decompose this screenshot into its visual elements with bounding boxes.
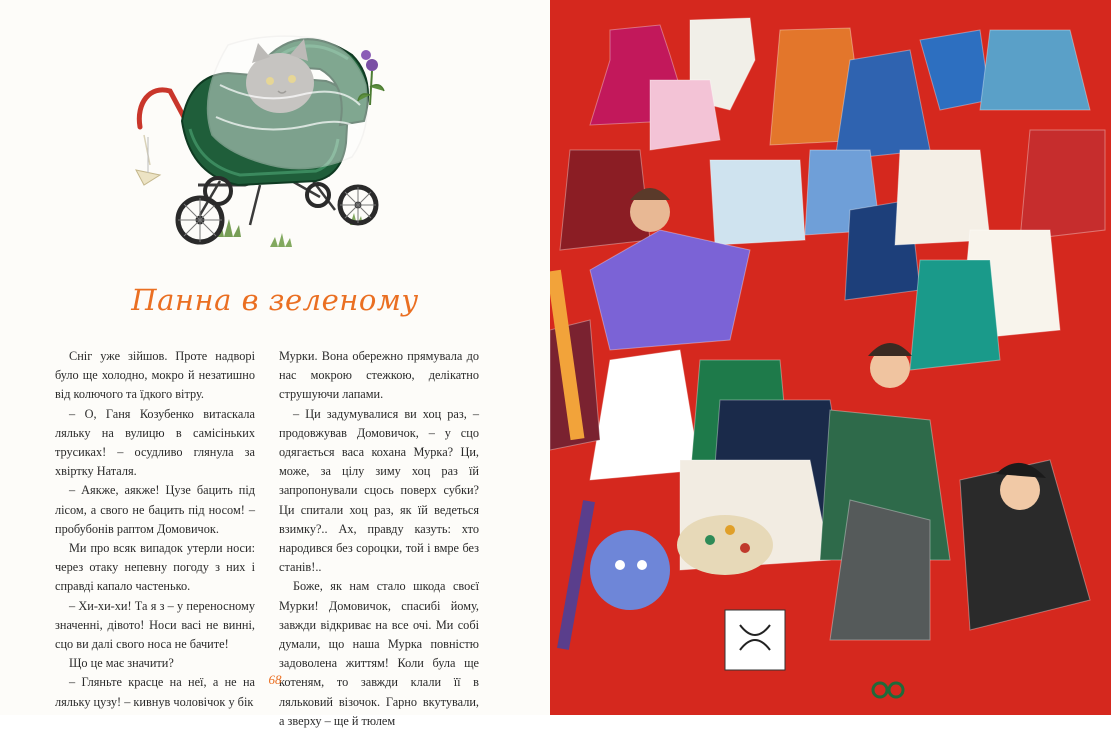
- chapter-title: Панна в зеленому: [131, 283, 419, 317]
- paragraph: – Аякже, аякже! Цузе бацить під лісом, а свого не бацить під носом! – пробубонів раптом Домовичок.: [55, 483, 255, 536]
- stroller-illustration: [120, 25, 420, 265]
- paragraph: Мурки. Вона обережно прямувала до нас мокрою стежкою, делікатно струшуючи лапами.: [279, 349, 479, 402]
- paragraph: – О, Ганя Козубенко витаскала ляльку на вулицю в самісіньких трусиках! – осудливо глянула за хвіртку Наталя.: [55, 406, 255, 479]
- paragraph: Що це має значити?: [69, 656, 174, 671]
- paragraph: Боже, як нам стало шкода своєї Мурки! Домовичок, спасибі йому, завжди відкриває на все очі. Ми собі думали, що наша Мурка повністю задоволена життям! Коли була ще котеням, то завжди клали її в ляльковий візочок. Гарно вкутували, а зверху – ще й тюлем: [279, 579, 479, 728]
- paragraph: – Хи-хи-хи! Та я з – у переносному значенні, дівото! Носи васі не винні, сцо ви далі свого носа не бачите!: [55, 598, 255, 652]
- paragraph: – Ци задумувалися ви хоц раз, – продовжував Домовичок, – у сцо одягається васа кохана Мурка? Ци, може, за цілу зиму хоц раз їй запропонували сцось поверх субки? Ци спитали хоц раз, як їй ведеться взимку?.. Ах, правду казуть: хто народився без сороцки, той і вмре без станів!..: [279, 406, 479, 575]
- clothes-illustration: [550, 0, 1111, 715]
- text-column-left: [55, 347, 255, 712]
- paragraph: Сніг уже зійшов. Проте надворі було ще холодно, мокро й незатишно від колючого та їдкого вітру.: [55, 349, 255, 402]
- left-page: [0, 0, 550, 728]
- paragraph: – Гляньте красце на неї, а не на ляльку цузу! – кивнув чоловічок у бік: [55, 675, 255, 709]
- paragraph: Ми про всяк випадок утерли носи: через отаку непевну погоду з них і справді капало частенько.: [55, 541, 255, 594]
- page-number: 68: [268, 672, 282, 687]
- right-page: [550, 0, 1111, 715]
